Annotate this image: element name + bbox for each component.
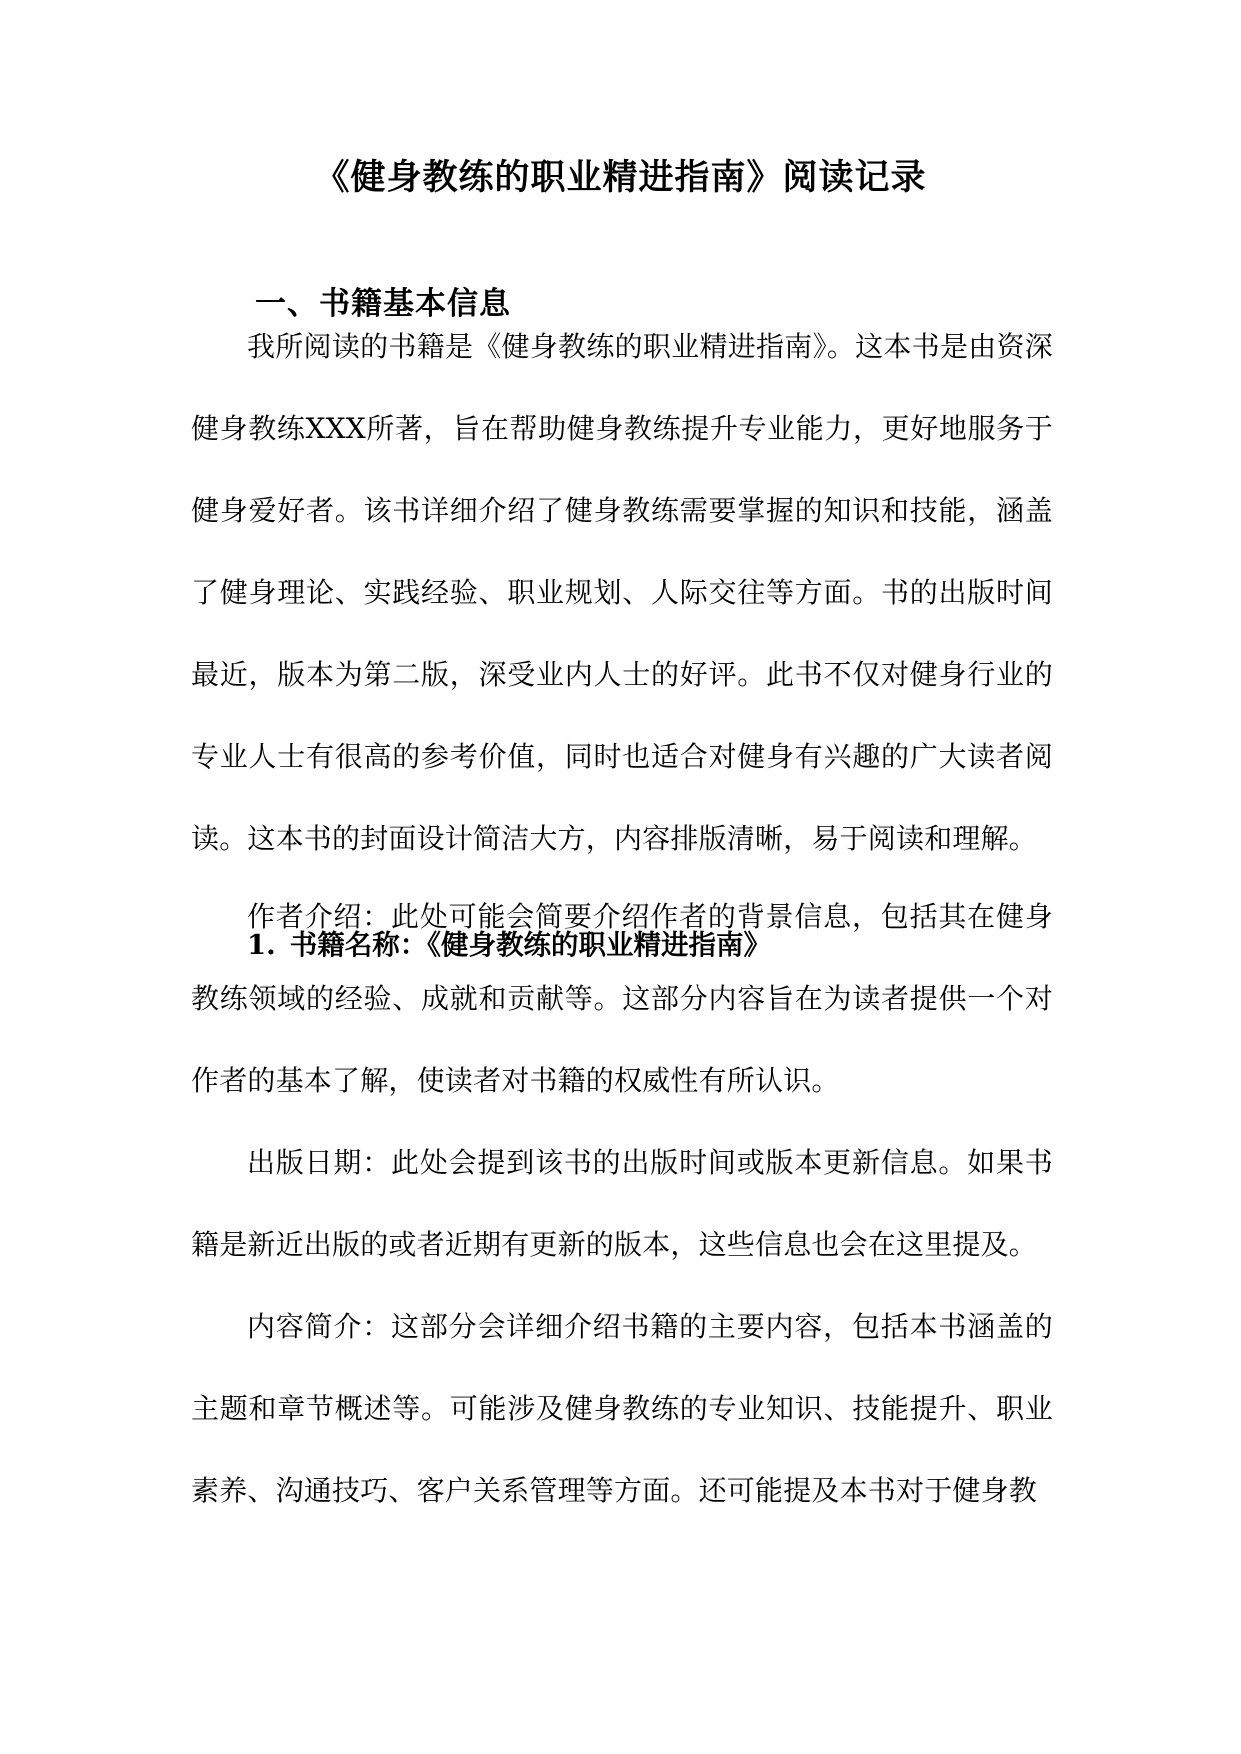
document-title: 《健身教练的职业精进指南》阅读记录	[314, 157, 927, 198]
subsection-number: 1.	[247, 929, 276, 961]
publish-date-paragraph: 出版日期：此处会提到该书的出版时间或版本更新信息。如果书籍是新近出版的或者近期有更新的版本，这些信息也会在这里提及。	[191, 1146, 1053, 1261]
intro-paragraph: 我所阅读的书籍是《健身教练的职业精进指南》。这本书是由资深健身教练XXX所著，旨在帮助健身教练提升专业能力，更好地服务于健身爱好者。该书详细介绍了健身教练需要掌握的知识和技能，涵盖了健身理论、实践经验、职业规划、人际交往等方面。书的出版时间最近，版本为第二版，深受业内人士的好评。此书不仅对健身行业的专业人士有很高的参考价值，同时也适合对健身有兴趣的广大读者阅读。这本书的封面设计简洁大方，内容排版清晰，易于阅读和理解。	[191, 330, 1053, 855]
section-heading-basic-info: 一、书籍基本信息	[255, 286, 511, 322]
author-intro-paragraph: 作者介绍：此处可能会简要介绍作者的背景信息，包括其在健身教练领域的经验、成就和贡献等。这部分内容旨在为读者提供一个对作者的基本了解，使读者对书籍的权威性有所认识。	[191, 900, 1053, 1097]
content-summary-paragraph: 内容简介：这部分会详细介绍书籍的主要内容，包括本书涵盖的主题和章节概述等。可能涉及健身教练的专业知识、技能提升、职业素养、沟通技巧、客户关系管理等方面。还可能提及本书对于健身教	[191, 1310, 1053, 1507]
subsection-title: 书籍名称：《健身教练的职业精进指南》	[289, 929, 771, 961]
